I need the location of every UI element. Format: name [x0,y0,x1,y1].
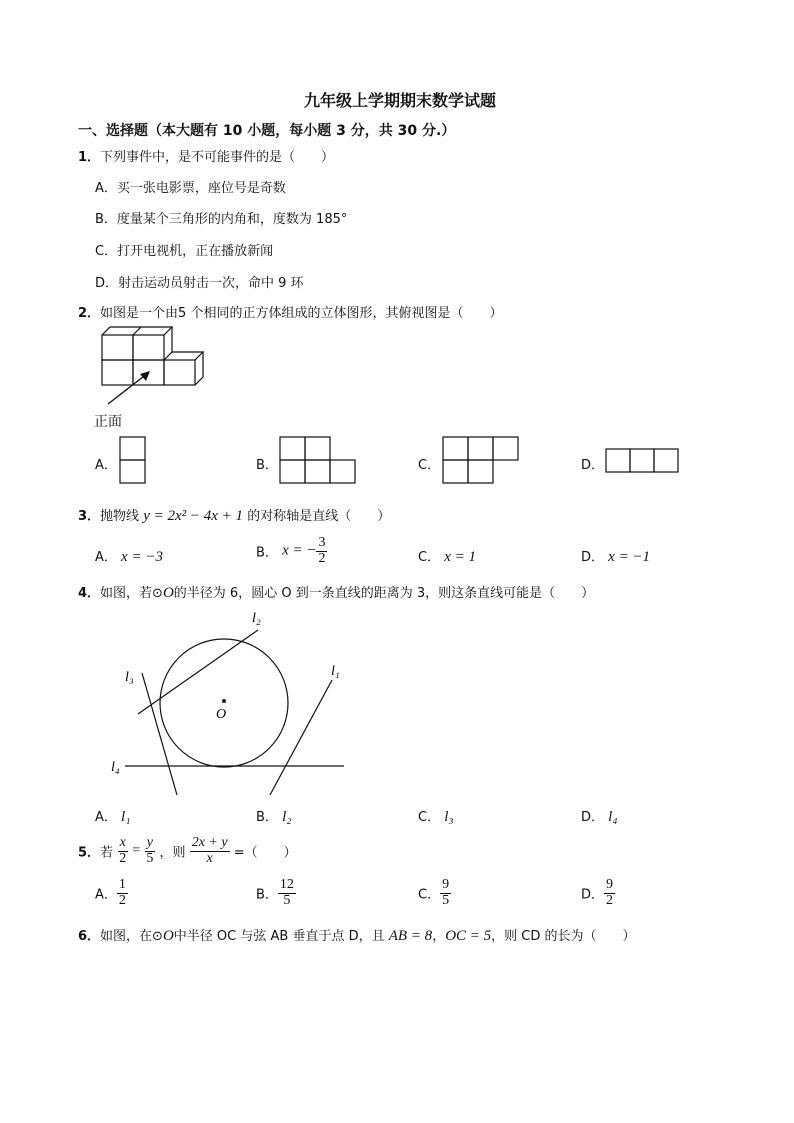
question-5-stem [78,836,297,866]
option-value: x = −3 [121,549,163,565]
circle-name: O [162,585,174,601]
denominator: 2 [318,550,326,566]
circle-lines-figure [100,605,360,800]
q2-option-c-figure [442,436,522,486]
numerator: 9 [442,877,450,892]
option-label: C． [418,887,441,903]
front-face [133,335,164,360]
fraction [604,878,615,908]
question-3-stem [78,505,390,525]
option-label: A． [95,810,117,825]
question-text-mid: ，则 [159,845,186,861]
label-l4: l₄ [111,760,120,775]
circle-name: O [162,928,174,944]
question-number: 1． [78,150,101,165]
center-point [222,699,226,703]
q2-option-d-label: D． [581,458,605,473]
option-label: C． [418,550,441,565]
option-label: A． [95,887,117,903]
page-title: 九年级上学期期末数学试题 [304,91,497,110]
fraction [440,878,451,908]
q5-option-b [256,878,296,908]
question-6-stem [78,925,636,945]
option-label: D． [581,887,605,903]
fraction-y-over-5 [144,836,155,866]
equals-sign: = [132,843,141,859]
numerator: 2x + y [191,835,228,850]
q1-option-b: B．度量某个三角形的内角和，度数为 185° [95,212,348,227]
denominator: 2 [119,850,127,866]
option-label: B． [256,545,278,561]
q1-option-a: A．买一张电影票，座位号是奇数 [95,181,286,196]
numerator: 12 [279,877,294,892]
arrow-line [108,373,148,404]
option-value: l₁ [121,809,131,825]
label-l3: l₃ [125,670,134,685]
q4-option-d [581,806,618,826]
q4-option-c [418,806,454,826]
question-4-stem [78,582,594,602]
label-l1: l₁ [331,664,340,679]
parabola-equation: y = 2x² − 4x + 1 [143,508,244,524]
denominator: 5 [442,892,450,908]
q5-option-d [581,878,615,908]
front-face [164,360,195,385]
front-face [102,360,133,385]
q2-option-c-label: C． [418,458,441,473]
question-text-post: ，则 CD 的长为（ ） [491,929,636,944]
question-text: 下列事件中，是不可能事件的是（ ） [100,150,335,165]
q5-option-c [418,878,451,908]
q3-option-b [256,536,327,566]
option-value: l₂ [282,809,292,825]
question-number: 5． [78,845,101,861]
fraction-expression [190,836,230,866]
question-number: 3． [78,509,101,524]
question-text-post: =（ ） [233,845,297,861]
question-text-pre: 抛物线 [100,509,140,524]
section-heading: 一、选择题（本大题有 10 小题，每小题 3 分，共 30 分.） [78,123,456,139]
denominator: 5 [283,892,291,908]
denominator: 2 [118,892,126,908]
fraction [117,878,128,908]
option-label: B． [256,810,278,825]
option-label: D． [581,810,605,825]
q2-option-a-figure [119,436,149,486]
denominator: 2 [606,892,614,908]
q3-option-a [95,546,163,566]
option-label: B． [256,887,278,903]
option-label: D． [581,550,605,565]
question-1-stem [78,146,334,165]
option-value: x = 1 [444,549,476,565]
option-value: l₄ [608,809,618,825]
option-value: x = −1 [608,549,651,565]
numerator: 9 [606,877,614,892]
q2-option-d-figure [605,448,685,476]
line-l1 [270,680,332,795]
q4-option-a [95,806,130,826]
line-l3 [142,673,177,795]
question-number: 2． [78,306,101,321]
numerator: y [146,835,153,850]
question-text-post: 的半径为 6，圆心 O 到一条直线的距离为 3，则这条直线可能是（ ） [173,586,595,601]
top-face [102,327,141,335]
top-face [141,327,172,335]
question-text-pre: 如图，若⊙ [100,586,163,601]
top-face [164,352,203,360]
option-label: C． [418,810,441,825]
question-text-pre: 如图，在⊙ [100,929,163,944]
label-l2: l₂ [252,611,261,626]
fraction-x-over-2 [117,836,128,866]
front-face [102,335,133,360]
option-label: A． [95,550,117,565]
fraction [316,536,327,566]
option-value: x = − [282,542,317,559]
denominator: x [206,850,213,866]
question-number: 4． [78,586,101,601]
q1-option-c: C．打开电视机，正在播放新闻 [95,244,274,259]
q3-option-c [418,546,476,566]
q2-option-a-label: A． [95,458,117,473]
ab-length: AB = 8 [388,928,433,944]
q4-option-b [256,806,291,826]
fraction [278,878,296,908]
front-view-label: 正面 [94,414,122,430]
question-text: 如图是一个由5 个相同的正方体组成的立体图形，其俯视图是（ ） [100,306,503,321]
numerator: 1 [118,877,126,892]
q1-option-d: D．射击运动员射击一次，命中 9 环 [95,276,304,291]
denominator: 5 [146,850,154,866]
line-l2 [138,630,258,714]
arrow-head [140,371,150,381]
side-face [195,352,203,385]
question-number: 6． [78,929,101,944]
question-text-mid: 中半径 OC 与弦 AB 垂直于点 D，且 [173,929,385,944]
q5-option-a [95,878,128,908]
question-2-stem [78,302,502,321]
separator: ， [432,929,446,944]
numerator: x [119,835,126,850]
question-text-post: 的对称轴是直线（ ） [247,509,391,524]
option-value: l₃ [444,809,454,825]
center-label: O [216,707,227,722]
numerator: 3 [318,535,326,550]
q3-option-d [581,546,650,566]
oc-length: OC = 5 [445,928,492,944]
q2-option-b-label: B． [256,458,278,473]
q2-option-b-figure [279,436,359,486]
question-text-pre: 若 [100,845,114,861]
